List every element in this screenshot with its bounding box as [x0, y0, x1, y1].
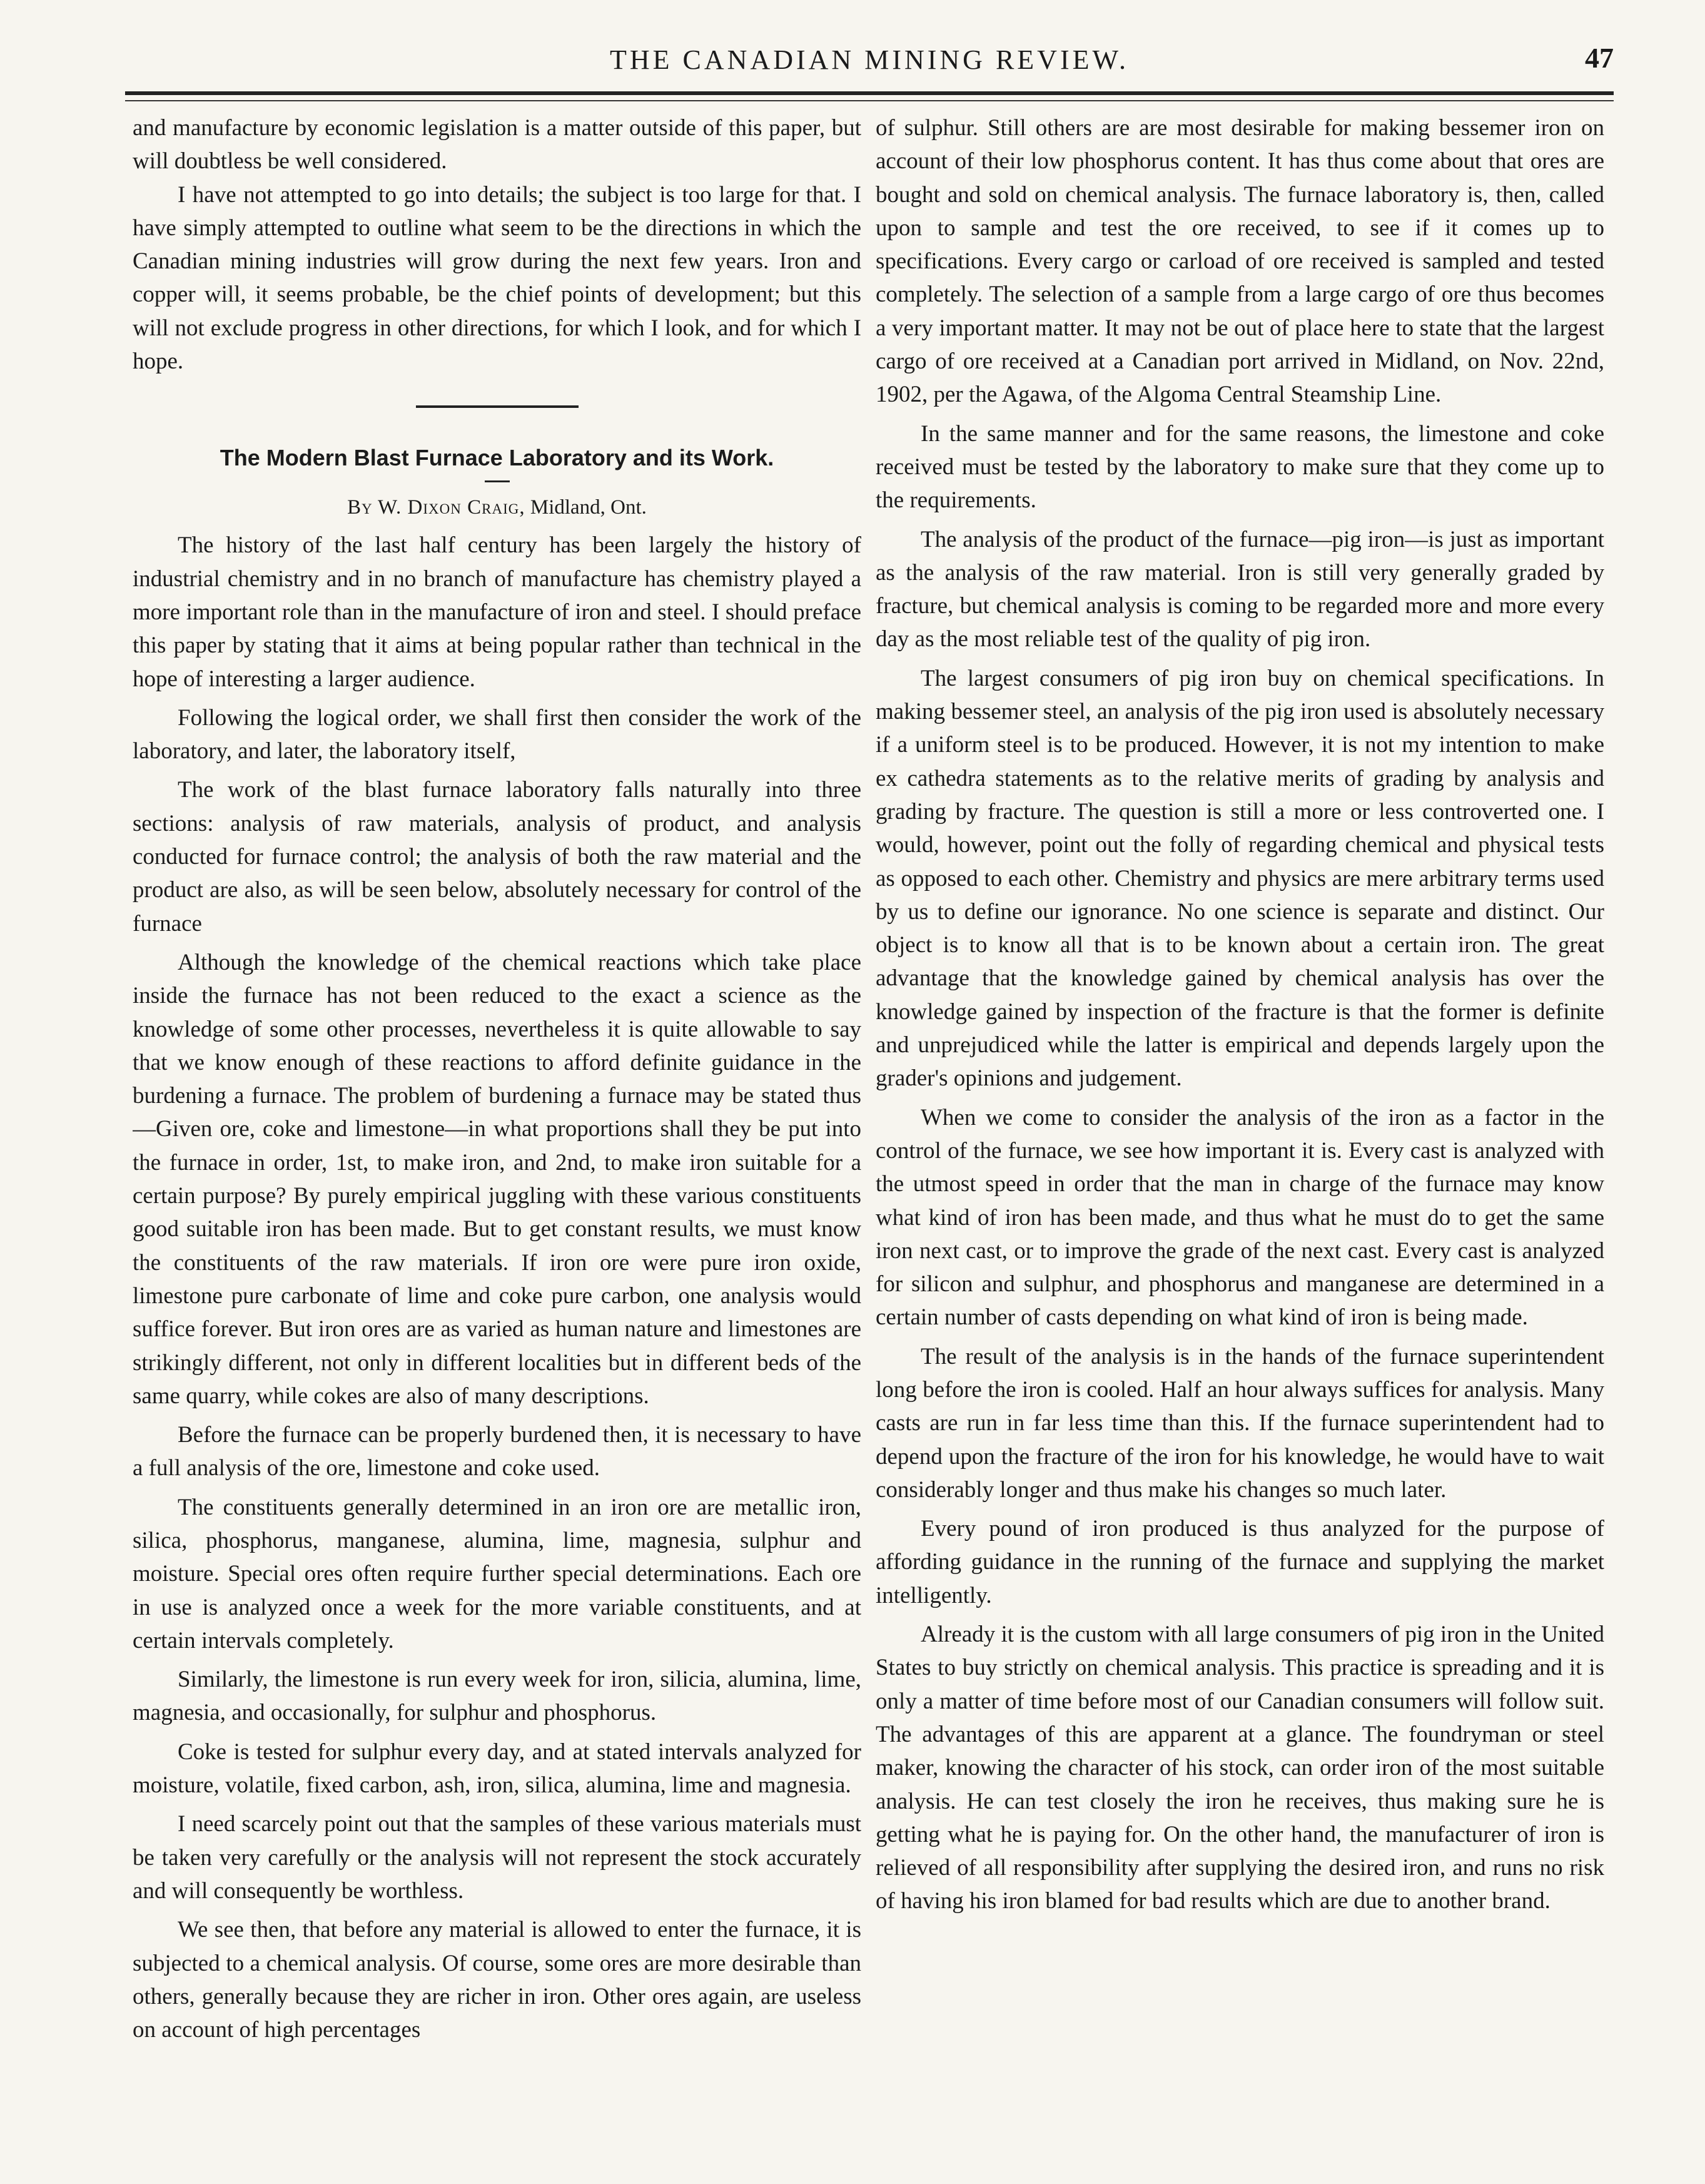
body-paragraph: The work of the blast furnace laboratory falls naturally into three sections: analysis of raw materials, analysis of product, and analysis conducted for furnace control; the analysis of both the raw material and the product are also, as will be seen below, absolutely necessary for control of the furnace [133, 777, 861, 937]
body-paragraph: The result of the analysis is in the hands of the furnace superintendent long before the iron is cooled. Half an hour always suffices for analysis. Many casts are run in far less time than this. If the furnace superintendent had to depend upon the fracture of the iron for his knowledge, he would have to wait considerably longer and thus make his changes so much later. [876, 1343, 1604, 1503]
body-paragraph: Coke is tested for sulphur every day, and at stated intervals analyzed for moisture, volatile, fixed carbon, ash, iron, silica, alumina, lime and magnesia. [133, 1739, 861, 1799]
body-paragraph: The analysis of the product of the furnace—pig iron—is just as important as the analysis of the raw material. Iron is still very generally graded by fracture, but chemical analysis is coming to be regarded more and more every day as the most reliable test of the quality of pig iron. [876, 526, 1604, 653]
body-paragraph: The history of the last half century has been largely the history of industrial chemistry and in no branch of manufacture has chemistry played a more important role than in the manufacture of iron and steel. I should preface this paper by stating that it aims at being popular rather than technical in the hope of interesting a larger audience. [133, 532, 861, 692]
right-column [876, 111, 1604, 2132]
header-rule-thin [125, 100, 1614, 101]
body-paragraph: Similarly, the limestone is run every week for iron, silicia, alumina, lime, magnesia, and occasionally, for sulphur and phosphorus. [133, 1667, 861, 1726]
byline-place: Midland, Ont. [530, 496, 647, 519]
body-paragraph: Following the logical order, we shall first then consider the work of the laboratory, and later, the laboratory itself, [133, 704, 861, 764]
body-paragraph: The largest consumers of pig iron buy on chemical specifications. In making bessemer steel, an analysis of the pig iron used is absolutely necessary if a uniform steel is to be produced. However, it is not my intention to make ex cathedra statements as to the relative merits of grading by analysis and grading by fracture. The question is still a more or less controverted one. I would, however, point out the folly of regarding chemical and physical tests as opposed to each other. Chemistry and physics are mere arbitrary terms used by us to define our ignorance. No one science is separate and distinct. Our object is to know all that is to be known about a certain iron. The great advantage that the knowledge gained by chemical analysis has over the knowledge gained by inspection of the fracture is that the former is definite and unprejudiced while the latter is empirical and depends largely upon the grader's opinions and judgement. [876, 665, 1604, 1092]
body-paragraph: In the same manner and for the same reasons, the limestone and coke received must be tested by the laboratory to make sure that they come up to the requirements. [876, 420, 1604, 514]
title-dash [485, 480, 510, 482]
header-rule-thick [125, 91, 1614, 95]
article-byline [133, 492, 861, 522]
body-paragraph: We see then, that before any material is allowed to enter the furnace, it is subjected to a chemical analysis. Of course, some ores are more desirable than others, generally because they are richer in iron. Other ores again, are useless on account of high percentages [133, 1917, 861, 2043]
body-paragraph: Already it is the custom with all large consumers of pig iron in the United States to buy strictly on chemical analysis. This practice is spreading and it is only a matter of time before most of our Canadian consumers will follow suit. The advantages of this are apparent at a glance. The foundryman or steel maker, knowing the character of his stock, can order iron of the most suitable analysis. He can test closely the iron he receives, thus making sure he is getting what he is paying for. On the other hand, the manufacturer of iron is relieved of all responsibility after supplying the desired iron, and runs no risk of having his iron blamed for bad results which are due to another brand. [876, 1622, 1604, 1914]
body-paragraph: of sulphur. Still others are are most desirable for making bessemer iron on account of their low phosphorus content. It has thus come about that ores are bought and sold on chemical analysis. The furnace laboratory is, then, called upon to sample and test the ore received, to see if it comes up to specifications. Every cargo or carload of ore received is sampled and tested completely. The selection of a sample from a large cargo of ore thus becomes a very important matter. It may not be out of place here to state that the largest cargo of ore received at a Canadian port arrived in Midland, on Nov. 22nd, 1902, per the Agawa, of the Algoma Central Steamship Line. [876, 115, 1604, 408]
intro-paragraph: I have not attempted to go into details; the subject is too large for that. I have simply attempted to outline what seem to be the directions in which the Canadian mining industries will grow during the next few years. Iron and copper will, it seems probable, be the chief points of development; but this will not exclude progress in other directions, for which I look, and for which I hope. [133, 181, 861, 375]
body-paragraph: The constituents generally determined in an iron ore are metallic iron, silica, phosphorus, manganese, alumina, lime, magnesia, sulphur and moisture. Special ores often require further special determinations. Each ore in use is analyzed once a week for the more variable constituents, and at certain intervals completely. [133, 1494, 861, 1653]
body-paragraph: I need scarcely point out that the samples of these various materials must be taken very carefully or the analysis will not represent the stock accurately and will consequently be worthless. [133, 1811, 861, 1904]
body-paragraph: When we come to consider the analysis of the iron as a factor in the control of the furnace, we see how important it is. Every cast is analyzed with the utmost speed in order that the man in charge of the furnace may know what kind of iron has been made, and thus what he must do to get the same iron next cast, or to improve the grade of the next cast. Every cast is analyzed for silicon and sulphur, and phosphorus and manganese are determined in a certain number of casts depending on what kind of iron is being made. [876, 1104, 1604, 1331]
page-header [125, 38, 1614, 100]
page-number: 47 [1585, 42, 1614, 74]
left-column [133, 111, 861, 2132]
article-title: The Modern Blast Furnace Laboratory and its Work. [220, 445, 774, 471]
body-paragraph: Every pound of iron produced is thus analyzed for the purpose of affording guidance in the running of the furnace and supplying the market intelligently. [876, 1516, 1604, 1608]
body-paragraph: Although the knowledge of the chemical reactions which take place inside the furnace has not been reduced to the exact a science as the knowledge of some other processes, nevertheless it is quite allowable to say that we know enough of these reactions to afford definite guidance in the burdening a furnace. The problem of burdening a furnace may be stated thus—Given ore, coke and limestone—in what proportions shall they be put into the furnace in order, 1st, to make iron, and 2nd, to make iron suitable for a certain purpose? By purely empirical juggling with these various constituents good suitable iron has been made. But to get constant results, we must know the constituents of the raw materials. If iron ore were pure iron oxide, limestone pure carbonate of lime and coke pure carbon, one analysis would suffice forever. But iron ores are as varied as human nature and limestones are strikingly different, not only in different localities but in different beds of the same quarry, while cokes are also of many descriptions. [133, 949, 861, 1409]
section-divider [416, 405, 579, 408]
byline-author: W. Dixon Craig, [377, 496, 525, 519]
body-paragraph: Before the furnace can be properly burdened then, it is necessary to have a full analysis of the ore, limestone and coke used. [133, 1422, 861, 1481]
byline-prefix: By [347, 496, 373, 519]
intro-paragraph: and manufacture by economic legislation is a matter outside of this paper, but will doubtless be well considered. [133, 115, 861, 175]
running-title: THE CANADIAN MINING REVIEW. [610, 44, 1129, 75]
